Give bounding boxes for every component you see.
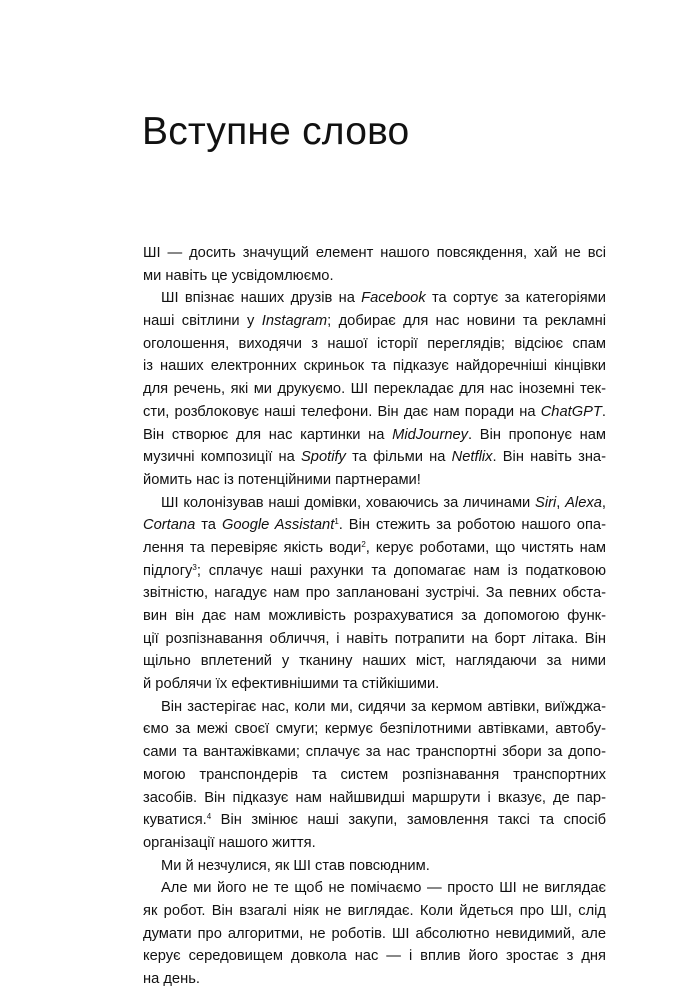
text-line (143, 333, 606, 356)
text-run: ; сплачує наші рахунки та допомагає нам із податковою (196, 562, 606, 579)
text-run: йомить нас із потенційними партнерами! (143, 471, 421, 488)
text-line (143, 832, 606, 855)
text-run: думати про алгоритми, не роботів. ШІ абсолютно невидимий, але (143, 925, 606, 942)
text-run: звітністю, нагадує нам про заплановані зустрічі. За певних обста- (143, 585, 606, 602)
brand-name: ChatGPT (540, 403, 602, 420)
text-run: , (601, 494, 606, 511)
text-run: сти, розблоковує наші телефони. Він дає нам поради на (143, 403, 541, 420)
text-line (143, 560, 606, 583)
text-run: Ми й незчулися, як ШІ став повсюдним. (161, 857, 430, 874)
text-line (143, 514, 606, 537)
text-run: на день. (143, 971, 200, 987)
text-run: . Він навіть зна- (492, 449, 606, 466)
footnote-marker: 1 (334, 517, 339, 527)
brand-name: Netflix (451, 449, 493, 466)
text-line (143, 310, 606, 333)
text-run: ШІ колонізував наші домівки, ховаючись за личинами (161, 494, 536, 511)
text-line (143, 469, 606, 492)
chapter-title: Вступне слово (142, 110, 410, 153)
text-run: ШІ — досить значущий елемент нашого повсякдення, хай не всі (143, 245, 606, 261)
text-line (143, 582, 606, 605)
text-run: підлогу (143, 562, 193, 579)
text-run: музичні композиції на (143, 449, 301, 466)
text-run: та фільми на (345, 449, 452, 466)
text-line (143, 673, 606, 696)
brand-name: Spotify (301, 449, 346, 466)
brand-name: Cortana (143, 517, 196, 534)
text-line (143, 401, 606, 424)
text-run: Він створює для нас картинки на (143, 426, 393, 443)
text-run: лення та перевіряє якість води (143, 539, 362, 556)
text-run: ції розпізнавання обличчя, і навіть потрапити на борт літака. Він (143, 630, 606, 647)
text-run: та сортує за категоріями (425, 290, 606, 307)
text-line (143, 945, 606, 968)
text-run: засобів. Він підказує нам найшвидші маршрути і вказує, де пар- (143, 789, 606, 806)
text-run: організації нашого життя. (143, 834, 316, 851)
text-run: могою транспондерів та систем розпізнавання транспортних (143, 766, 606, 783)
text-run: Він змінює наші закупи, замовлення таксі та спосіб (211, 812, 606, 829)
text-run: як робот. Він взагалі ніяк не виглядає. Коли йдеться про ШІ, слід (143, 902, 606, 919)
text-line (143, 650, 606, 673)
text-line (143, 764, 606, 787)
footnote-marker: 4 (206, 812, 212, 822)
text-run: ШІ впізнає наших друзів на (161, 290, 362, 307)
text-line (143, 355, 606, 378)
text-run: . Він стежить за роботою нашого опа- (338, 517, 606, 534)
text-line (143, 718, 606, 741)
text-run: ємо за межі своєї смуги; кермує безпілотними автівками, автобу- (143, 721, 606, 738)
brand-name: Alexa (565, 494, 602, 511)
text-run: , керує роботами, що чистять нам (365, 539, 606, 556)
text-line (143, 628, 606, 651)
text-run: ; добирає для нас новини та рекламні (327, 313, 606, 330)
text-run: наші світлини у (143, 313, 262, 330)
text-line (143, 605, 606, 628)
text-line (143, 809, 606, 832)
body-text (143, 242, 606, 991)
text-run: щільно вплетений у тканину наших міст, наглядаючи за ними (143, 653, 606, 670)
text-run: й роблячи їх ефективнішими та стійкішими. (143, 676, 440, 693)
text-run: вин він дає нам можливість розрахуватися за допомогою функ- (143, 608, 606, 624)
text-run: Він застерігає нас, коли ми, сидячи за кермом автівки, виїжджа- (161, 698, 606, 715)
text-line (143, 923, 606, 946)
text-run: . Він пропонує нам (468, 426, 606, 443)
footnote-marker: 3 (192, 562, 197, 572)
text-line (143, 378, 606, 401)
text-run: ми навіть це усвідомлюємо. (143, 267, 334, 284)
paragraph-first-line (143, 287, 606, 310)
paragraph-first-line (143, 855, 606, 878)
brand-name: Instagram (261, 313, 328, 330)
text-run: для речень, які ми друкуємо. ШІ перекладає для нас іноземні тек- (143, 381, 606, 398)
brand-name: Siri (535, 494, 557, 511)
brand-name: Facebook (361, 290, 426, 307)
text-line (143, 900, 606, 923)
text-line (143, 424, 606, 447)
text-line (143, 741, 606, 764)
paragraph-first-line (143, 696, 606, 719)
text-line (143, 242, 606, 265)
text-run: із наших електронних скриньок та підказує найдоречніші кінцівки (143, 358, 606, 375)
text-run: . (601, 403, 606, 420)
text-run: , (556, 494, 566, 511)
text-line (143, 446, 606, 469)
footnote-marker: 2 (361, 539, 366, 549)
text-line (143, 787, 606, 810)
text-run: Але ми його не те щоб не помічаємо — просто ШІ не виглядає (161, 880, 606, 897)
brand-name: MidJourney (392, 426, 469, 443)
text-run: оголошення, виходячи з нашої історії переглядів; відсіює спам (143, 335, 606, 352)
text-line (143, 265, 606, 288)
text-line (143, 968, 606, 991)
text-run: сами та вантажівками; сплачує за нас транспортні збори за допо- (143, 744, 606, 761)
text-run: керує середовищем довкола нас — і вплив його зростає з дня (143, 948, 606, 965)
brand-name: Google Assistant (221, 517, 335, 534)
paragraph-first-line (143, 877, 606, 900)
text-run: куватися. (143, 812, 207, 829)
text-run: та (195, 517, 222, 534)
text-line (143, 537, 606, 560)
paragraph-first-line (143, 492, 606, 515)
